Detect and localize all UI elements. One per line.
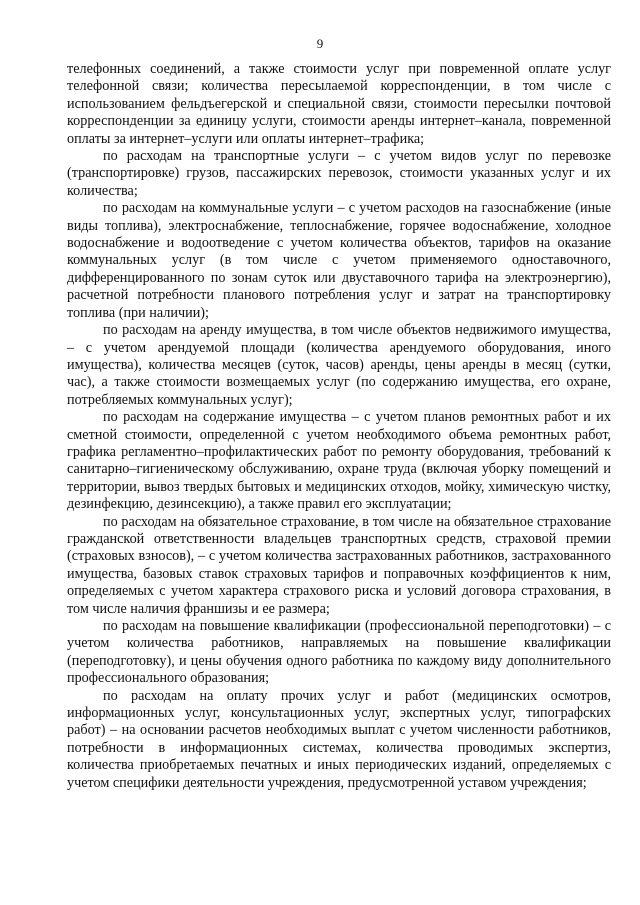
paragraph-property-maintenance: по расходам на содержание имущества – с учетом планов ремонтных работ и их сметной стоимости, определенной с учетом необходимого объема ремонтных работ, графика регламентно–профилактических работ по ремонту оборудования, требований к санитарно–гигиеническому обслуживанию, охране труда (включая уборку помещений и территории, вывоз твердых бытовых и медицинских отходов, мойку, химическую чистку, дезинфекцию, дезинсекцию), а также правил его эксплуатации; — [67, 409, 611, 513]
paragraph-communication-costs: телефонных соединений, а также стоимости услуг при повременной оплате услуг телефонной связи; количества пересылаемой корреспонденции, в том числе с использованием фельдъегерской и специальной связи, стоимости пересылки почтовой корреспонденции за единицу услуги, стоимости аренды интернет–канала, повременной оплаты за интернет–услуги или оплаты интернет–трафика; — [67, 61, 611, 147]
paragraph-other-services: по расходам на оплату прочих услуг и работ (медицинских осмотров, информационных услуг, консультационных услуг, экспертных услуг, типографских работ) – на основании расчетов необходимых выплат с учетом численности работников, потребности в информационных системах, количества проводимых экспертиз, количества приобретаемых печатных и иных периодических изданий, определяемых с учетом специфики деятельности учреждения, предусмотренной уставом учреждения; — [67, 687, 611, 791]
document-body — [67, 61, 611, 792]
paragraph-transport-services: по расходам на транспортные услуги – с учетом видов услуг по перевозке (транспортировке) грузов, пассажирских перевозок, стоимости указанных услуг и их количества; — [67, 148, 611, 199]
paragraph-property-rent: по расходам на аренду имущества, в том числе объектов недвижимого имущества, – с учетом арендуемой площади (количества арендуемого оборудования, иного имущества), количества месяцев (суток, часов) аренды, цены аренды в месяц (сутки, час), а также стоимости возмещаемых услуг (по содержанию имущества, его охране, потребляемых коммунальных услуг); — [67, 322, 611, 408]
paragraph-professional-training: по расходам на повышение квалификации (профессиональной переподготовки) – с учетом количества работников, направляемых на повышение квалификации (переподготовку), и цены обучения одного работника по каждому виду дополнительного профессионального образования; — [67, 618, 611, 687]
paragraph-mandatory-insurance: по расходам на обязательное страхование, в том числе на обязательное страхование гражданской ответственности владельцев транспортных средств, страховой премии (страховых взносов), – с учетом количества застрахованных работников, застрахованного имущества, базовых ставок страховых тарифов и поправочных коэффициентов к ним, определяемых с учетом характера страхового риска и условий договора страхования, в том числе наличия франшизы и ее размера; — [67, 513, 611, 617]
page-number: 9 — [316, 36, 324, 51]
paragraph-utility-services: по расходам на коммунальные услуги – с учетом расходов на газоснабжение (иные виды топлива), электроснабжение, теплоснабжение, горячее водоснабжение, холодное водоснабжение и водоотведение с учетом количества объектов, тарифов на оказание коммунальных услуг (в том числе с учетом применяемого одноставочного, дифференцированного по зонам суток или двуставочного тарифа на электроэнергию), расчетной потребности планового потребления услуг и затрат на транспортировку топлива (при наличии); — [67, 200, 611, 321]
